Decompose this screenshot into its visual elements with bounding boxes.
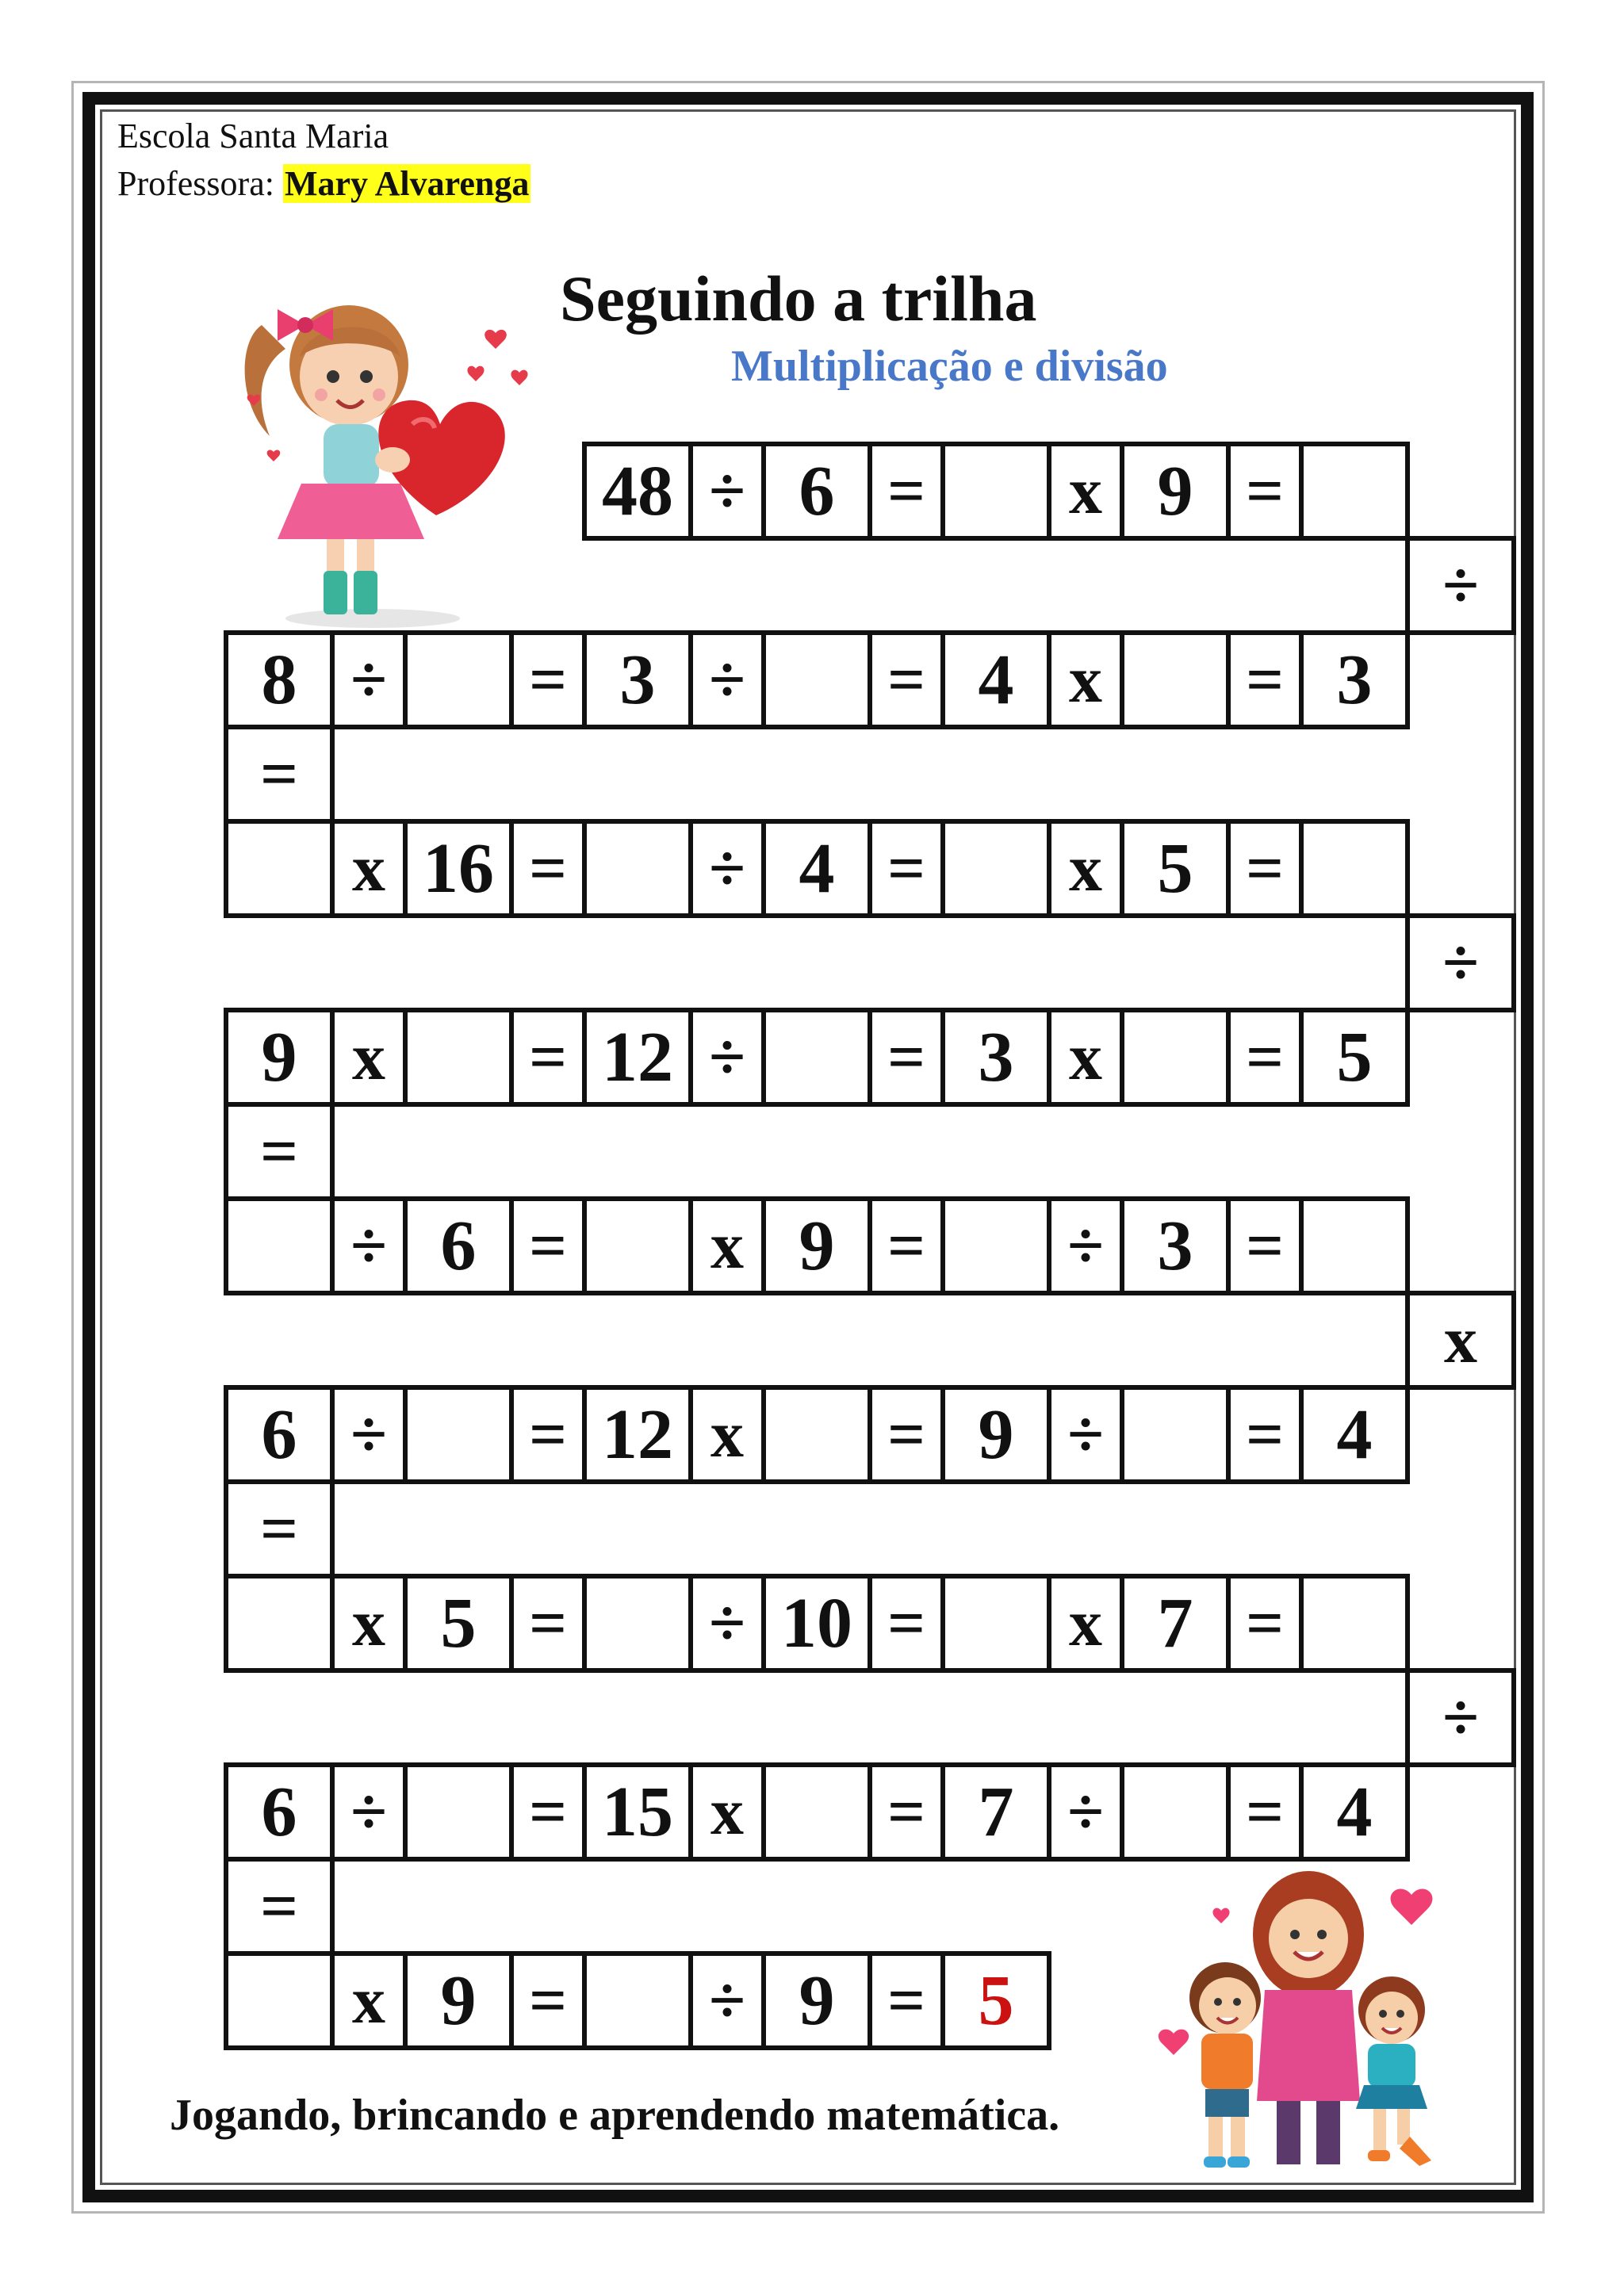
answer-blank[interactable] <box>224 1574 335 1673</box>
equals-sign: = <box>1226 1762 1304 1862</box>
equals-sign: = <box>868 1574 945 1673</box>
answer-blank[interactable] <box>1299 442 1410 541</box>
number-cell: 6 <box>224 1385 335 1484</box>
equals-sign: = <box>509 1574 587 1673</box>
number-cell: 4 <box>940 630 1051 729</box>
number-cell: 3 <box>1299 630 1410 729</box>
multiply-sign: x <box>330 819 408 918</box>
number-cell: 9 <box>761 1951 872 2050</box>
divide-sign: ÷ <box>688 819 766 918</box>
number-cell: 8 <box>224 630 335 729</box>
equals-sign: = <box>509 1385 587 1484</box>
divide-sign: ÷ <box>330 630 408 729</box>
multiply-sign: x <box>330 1008 408 1107</box>
equals-sign: = <box>1226 1008 1304 1107</box>
connector-equals-sign: = <box>224 1102 335 1201</box>
divide-sign: ÷ <box>688 1574 766 1673</box>
equals-sign: = <box>868 1196 945 1295</box>
number-cell: 3 <box>940 1008 1051 1107</box>
equals-sign: = <box>868 1951 945 2050</box>
number-cell: 9 <box>940 1385 1051 1484</box>
number-cell: 9 <box>224 1008 335 1107</box>
answer-blank[interactable] <box>761 1008 872 1107</box>
mother-with-children-illustration <box>1158 1863 1459 2180</box>
connector-multiply-sign: x <box>1405 1291 1516 1390</box>
divide-sign: ÷ <box>1047 1385 1124 1484</box>
answer-blank[interactable] <box>761 630 872 729</box>
answer-blank[interactable] <box>403 1762 514 1862</box>
girl-with-heart-illustration <box>230 277 547 634</box>
equals-sign: = <box>1226 1196 1304 1295</box>
equals-sign: = <box>509 1762 587 1862</box>
number-cell: 48 <box>582 442 693 541</box>
number-cell: 4 <box>761 819 872 918</box>
teacher-label: Professora: <box>117 164 283 203</box>
divide-sign: ÷ <box>1047 1762 1124 1862</box>
answer-blank[interactable] <box>224 819 335 918</box>
multiply-sign: x <box>688 1196 766 1295</box>
number-cell: 7 <box>1120 1574 1231 1673</box>
answer-blank[interactable] <box>1120 630 1231 729</box>
multiply-sign: x <box>688 1385 766 1484</box>
multiply-sign: x <box>1047 819 1124 918</box>
connector-equals-sign: = <box>224 1857 335 1956</box>
divide-sign: ÷ <box>688 630 766 729</box>
teacher-line <box>117 163 530 204</box>
equals-sign: = <box>509 819 587 918</box>
equals-sign: = <box>868 630 945 729</box>
number-cell: 4 <box>1299 1385 1410 1484</box>
equals-sign: = <box>509 1008 587 1107</box>
answer-blank[interactable] <box>224 1951 335 2050</box>
equals-sign: = <box>1226 442 1304 541</box>
answer-blank[interactable] <box>1299 1196 1410 1295</box>
equals-sign: = <box>1226 1385 1304 1484</box>
divide-sign: ÷ <box>688 1951 766 2050</box>
connector-divide-sign: ÷ <box>1405 913 1516 1012</box>
equals-sign: = <box>1226 819 1304 918</box>
multiply-sign: x <box>1047 442 1124 541</box>
equals-sign: = <box>868 1385 945 1484</box>
equals-sign: = <box>509 1196 587 1295</box>
number-cell: 12 <box>582 1008 693 1107</box>
number-cell: 5 <box>1120 819 1231 918</box>
answer-blank[interactable] <box>761 1385 872 1484</box>
answer-blank[interactable] <box>403 630 514 729</box>
answer-blank[interactable] <box>582 1951 693 2050</box>
answer-blank[interactable] <box>1120 1762 1231 1862</box>
multiply-sign: x <box>1047 1008 1124 1107</box>
footer-text: Jogando, brincando e aprendendo matemática. <box>170 2091 1060 2140</box>
multiply-sign: x <box>1047 1574 1124 1673</box>
divide-sign: ÷ <box>1047 1196 1124 1295</box>
equals-sign: = <box>868 1008 945 1107</box>
answer-blank[interactable] <box>761 1762 872 1862</box>
number-cell: 3 <box>1120 1196 1231 1295</box>
answer-blank[interactable] <box>1120 1008 1231 1107</box>
multiply-sign: x <box>1047 630 1124 729</box>
equals-sign: = <box>1226 630 1304 729</box>
number-cell: 10 <box>761 1574 872 1673</box>
answer-blank[interactable] <box>582 819 693 918</box>
answer-blank[interactable] <box>403 1385 514 1484</box>
answer-blank[interactable] <box>1299 1574 1410 1673</box>
connector-equals-sign: = <box>224 725 335 824</box>
multiply-sign: x <box>688 1762 766 1862</box>
multiply-sign: x <box>330 1951 408 2050</box>
answer-blank[interactable] <box>403 1008 514 1107</box>
answer-blank[interactable] <box>1299 819 1410 918</box>
number-cell: 6 <box>224 1762 335 1862</box>
number-cell: 16 <box>403 819 514 918</box>
school-name: Escola Santa Maria <box>117 117 389 155</box>
number-cell: 12 <box>582 1385 693 1484</box>
answer-blank[interactable] <box>940 1196 1051 1295</box>
answer-blank[interactable] <box>582 1574 693 1673</box>
number-cell: 6 <box>403 1196 514 1295</box>
answer-blank[interactable] <box>582 1196 693 1295</box>
divide-sign: ÷ <box>688 442 766 541</box>
answer-blank[interactable] <box>224 1196 335 1295</box>
divide-sign: ÷ <box>330 1762 408 1862</box>
equals-sign: = <box>509 1951 587 2050</box>
number-cell: 5 <box>1299 1008 1410 1107</box>
teacher-name: Mary Alvarenga <box>284 164 530 203</box>
number-cell: 9 <box>1120 442 1231 541</box>
number-cell: 5 <box>940 1951 1051 2050</box>
page-subtitle: Multiplicação e divisão <box>731 342 1168 391</box>
number-cell: 4 <box>1299 1762 1410 1862</box>
number-cell: 9 <box>761 1196 872 1295</box>
divide-sign: ÷ <box>330 1385 408 1484</box>
divide-sign: ÷ <box>330 1196 408 1295</box>
equals-sign: = <box>868 819 945 918</box>
equals-sign: = <box>868 1762 945 1862</box>
equals-sign: = <box>1226 1574 1304 1673</box>
equals-sign: = <box>868 442 945 541</box>
number-cell: 7 <box>940 1762 1051 1862</box>
number-cell: 15 <box>582 1762 693 1862</box>
connector-divide-sign: ÷ <box>1405 1668 1516 1767</box>
number-cell: 3 <box>582 630 693 729</box>
page-title: Seguindo a trilha <box>560 262 1037 335</box>
answer-blank[interactable] <box>940 819 1051 918</box>
answer-blank[interactable] <box>940 1574 1051 1673</box>
divide-sign: ÷ <box>688 1008 766 1107</box>
answer-blank[interactable] <box>1120 1385 1231 1484</box>
multiply-sign: x <box>330 1574 408 1673</box>
connector-divide-sign: ÷ <box>1405 536 1516 635</box>
connector-equals-sign: = <box>224 1479 335 1578</box>
equals-sign: = <box>509 630 587 729</box>
number-cell: 6 <box>761 442 872 541</box>
number-cell: 5 <box>403 1574 514 1673</box>
answer-blank[interactable] <box>940 442 1051 541</box>
number-cell: 9 <box>403 1951 514 2050</box>
